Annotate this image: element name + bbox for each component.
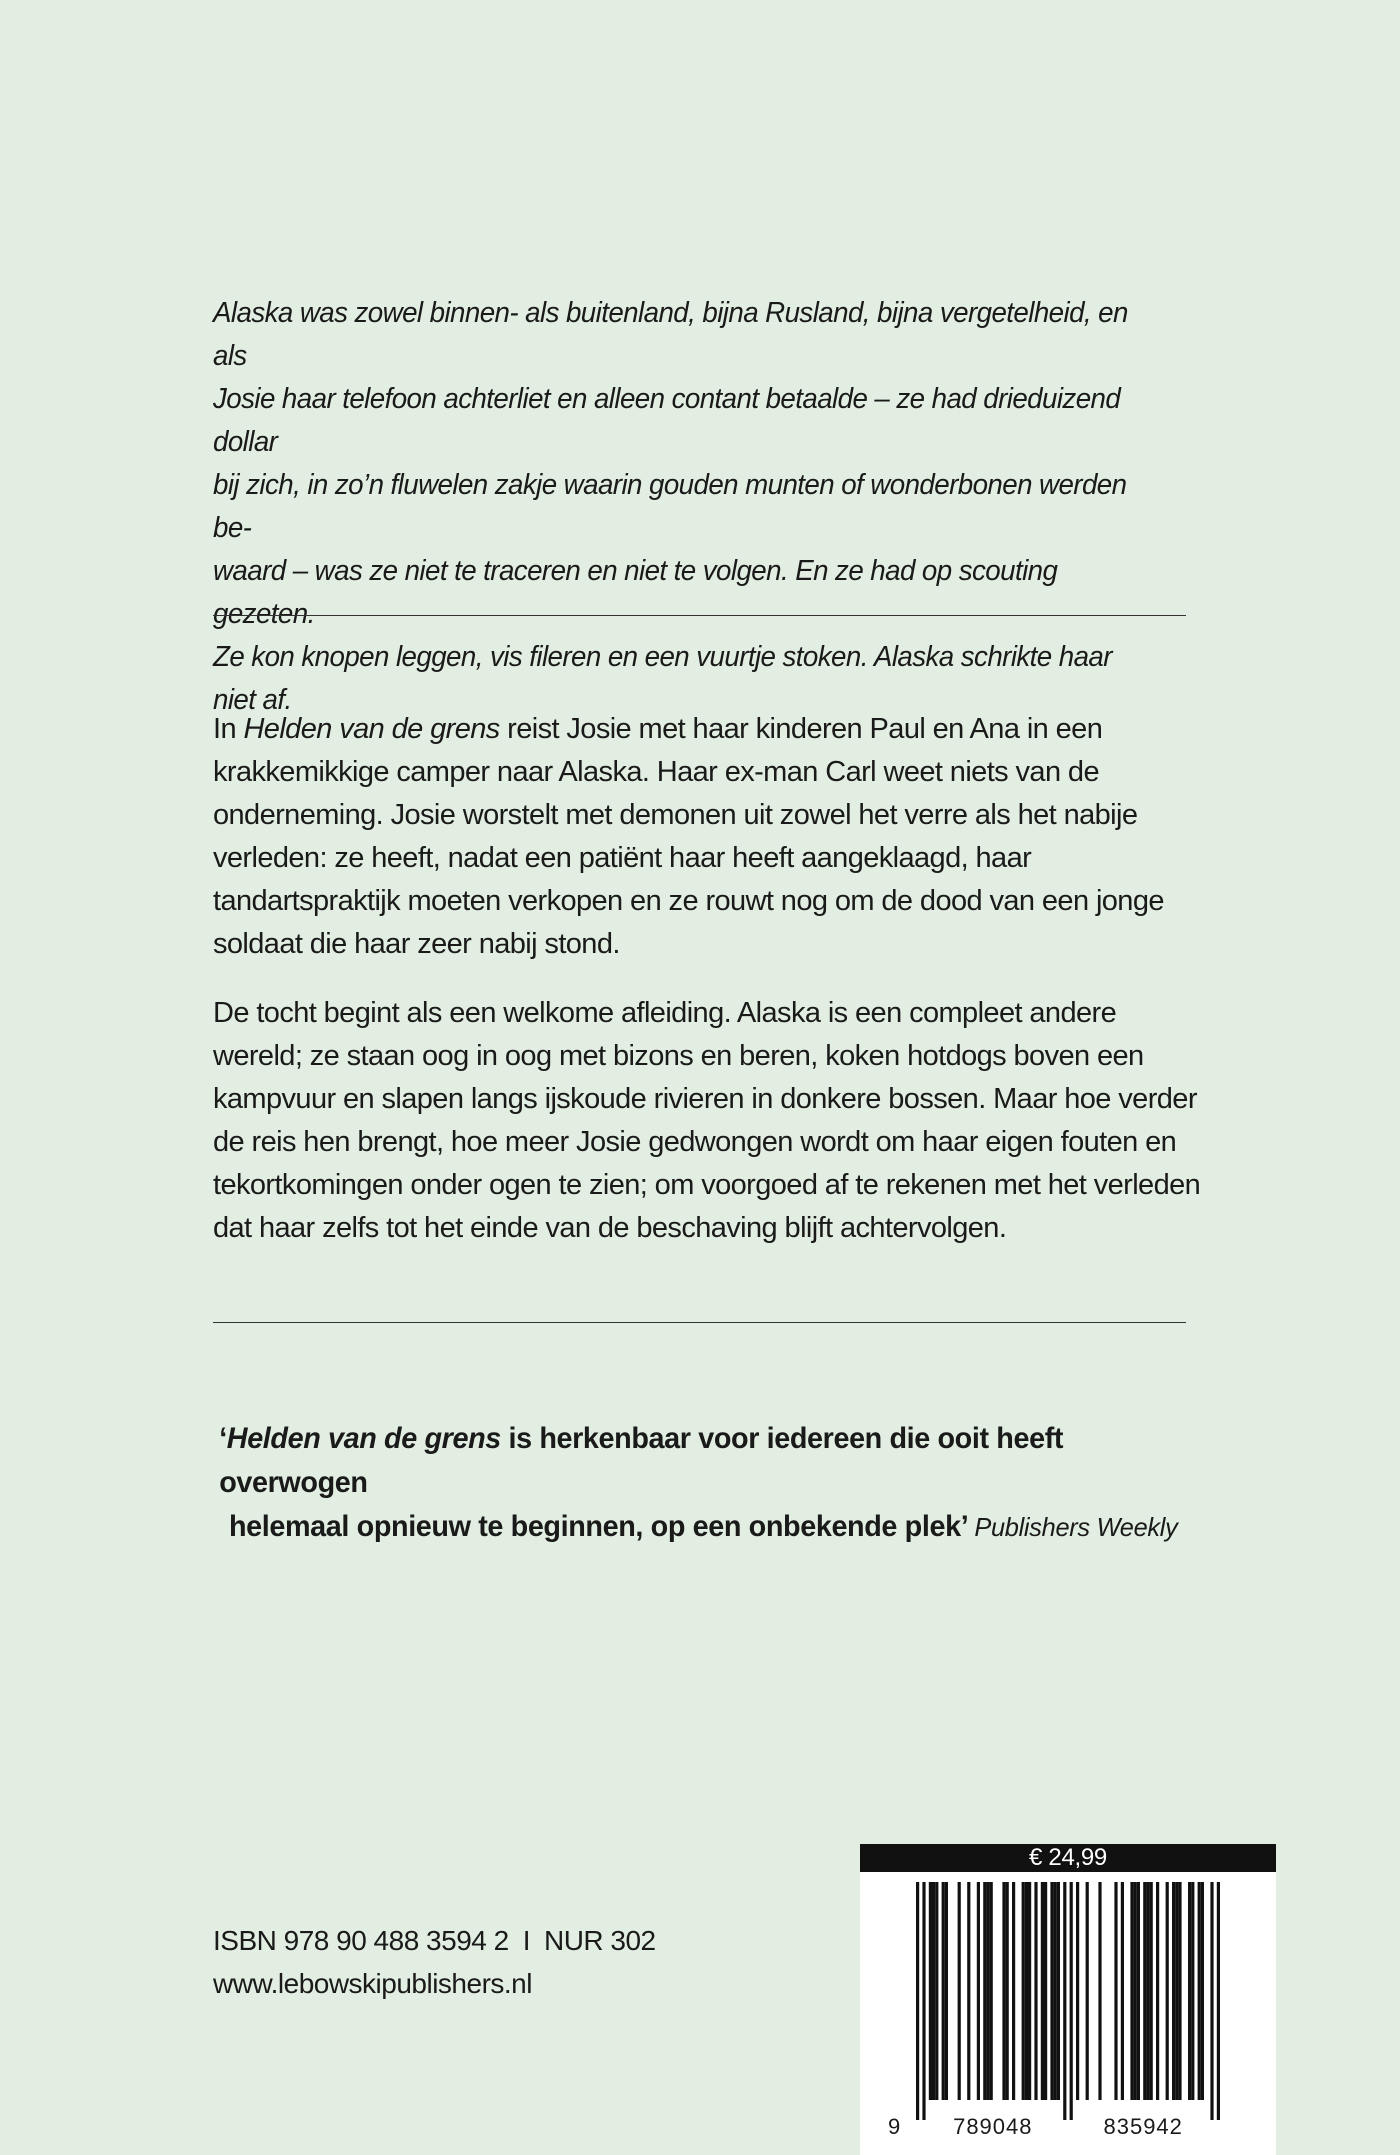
barcode-bar bbox=[1022, 1882, 1025, 2100]
barcode-bar bbox=[1028, 1882, 1031, 2100]
barcode-bar bbox=[1134, 1882, 1137, 2100]
nur-code: NUR 302 bbox=[543, 1925, 656, 1956]
barcode-digit: 9 bbox=[888, 2114, 901, 2139]
barcode-bar bbox=[1143, 1882, 1146, 2100]
barcode-digits-right: 835942 bbox=[1103, 2114, 1183, 2139]
barcode-bar bbox=[1070, 1882, 1073, 2120]
barcode-bar bbox=[1050, 1882, 1053, 2100]
barcode-bar bbox=[1201, 1882, 1204, 2100]
barcode-bar bbox=[1210, 1882, 1213, 2120]
barcode-bar bbox=[1041, 1882, 1044, 2100]
barcode-bar bbox=[1217, 1882, 1220, 2120]
barcode-bar bbox=[1191, 1882, 1194, 2100]
excerpt-line: bij zich, in zo’n fluwelen zakje waarin gouden munten of wonderbonen werden be- bbox=[213, 469, 1127, 544]
excerpt-line: Josie haar telefoon achterliet en alleen contant betaalde – ze had drieduizend dollar bbox=[213, 383, 1121, 458]
barcode-bar bbox=[1146, 1882, 1149, 2100]
quote-text: is herkenbaar voor iedereen die ooit heeft overwogen bbox=[219, 1422, 1064, 1499]
barcode-bar bbox=[1057, 1882, 1060, 2100]
synopsis-book-title: Helden van de grens bbox=[243, 713, 500, 745]
barcode-bar bbox=[942, 1882, 945, 2100]
synopsis-intro: In bbox=[213, 713, 244, 745]
barcode-bar bbox=[986, 1882, 989, 2100]
excerpt-line: Ze kon knopen leggen, vis fileren en een vuurtje stoken. Alaska schrikte haar niet af. bbox=[213, 641, 1112, 716]
barcode-bar bbox=[1044, 1882, 1047, 2100]
barcode-bar bbox=[1034, 1882, 1037, 2100]
barcode-bar bbox=[945, 1882, 948, 2100]
barcode-label bbox=[860, 1844, 1276, 2155]
barcode bbox=[860, 1872, 1276, 2155]
synopsis-paragraph-1 bbox=[213, 708, 1203, 966]
price-tag: € 24,99 bbox=[860, 1844, 1276, 1872]
quote-source: Publishers Weekly bbox=[974, 1512, 1178, 1542]
barcode-bar bbox=[1178, 1882, 1181, 2100]
quote-book-title: Helden van de grens bbox=[226, 1422, 501, 1455]
barcode-bar bbox=[1198, 1882, 1201, 2100]
barcode-digits-left: 789048 bbox=[953, 2114, 1033, 2139]
excerpt-line: Alaska was zowel binnen- als buitenland, bijna Rusland, bijna vergetelheid, en als bbox=[213, 297, 1128, 372]
barcode-bar bbox=[1114, 1882, 1117, 2100]
barcode-bar bbox=[1166, 1882, 1169, 2100]
review-quote bbox=[219, 1417, 1195, 1549]
quote-line-2 bbox=[219, 1505, 1195, 1549]
quote-text: helemaal opnieuw te beginnen, op een onbekende plek bbox=[228, 1510, 961, 1543]
barcode-bar bbox=[977, 1882, 980, 2100]
barcode-bar bbox=[958, 1882, 961, 2100]
quote-line-1 bbox=[219, 1417, 1195, 1505]
barcode-bar bbox=[983, 1882, 986, 2100]
barcode-bar bbox=[929, 1882, 932, 2100]
excerpt-line: waard – was ze niet te traceren en niet te volgen. En ze had op scouting gezeten. bbox=[213, 555, 1058, 630]
book-excerpt bbox=[213, 292, 1159, 722]
barcode-bar bbox=[1137, 1882, 1140, 2100]
barcode-bar bbox=[1121, 1882, 1124, 2100]
barcode-bar bbox=[1172, 1882, 1175, 2100]
barcode-bar bbox=[935, 1882, 938, 2100]
isbn-line bbox=[213, 1919, 656, 1962]
divider-line bbox=[213, 1322, 1186, 1323]
barcode-bar bbox=[1188, 1882, 1191, 2100]
barcode-bar bbox=[1012, 1882, 1015, 2100]
quote-close-mark: ’ bbox=[960, 1510, 967, 1543]
divider-line bbox=[213, 615, 1186, 616]
barcode-bar bbox=[1054, 1882, 1057, 2100]
barcode-bar bbox=[967, 1882, 970, 2100]
barcode-bar bbox=[922, 1882, 925, 2120]
barcode-bars bbox=[916, 1882, 1220, 2120]
barcode-bar bbox=[1130, 1882, 1133, 2100]
barcode-bar bbox=[990, 1882, 993, 2100]
quote-open-mark: ‘ bbox=[219, 1422, 227, 1455]
synopsis-text: reist Josie met haar kinderen Paul en Ana in een krakkemikkige camper naar Alaska. Haar ex-man Carl weet niets van de onderneming. Josie worstelt met demonen uit zowel het verre als het nabije verleden: ze heeft, nadat een patiënt haar heeft aangeklaagd, haar tandartspraktijk moeten verkopen en ze rouwt nog om de dood van een jonge soldaat die haar zeer nabij stond. bbox=[213, 713, 1164, 960]
publisher-website: www.lebowskipublishers.nl bbox=[213, 1968, 532, 1999]
book-synopsis bbox=[213, 708, 1203, 1276]
barcode-bar bbox=[1098, 1882, 1101, 2100]
barcode-bar bbox=[1076, 1882, 1079, 2100]
barcode-bar bbox=[916, 1882, 919, 2120]
barcode-bar bbox=[1086, 1882, 1089, 2100]
barcode-bar bbox=[1002, 1882, 1005, 2100]
barcode-bar bbox=[932, 1882, 935, 2100]
barcode-bar bbox=[1150, 1882, 1153, 2100]
barcode-bar bbox=[1063, 1882, 1066, 2120]
barcode-bar bbox=[1025, 1882, 1028, 2100]
publication-info bbox=[213, 1919, 656, 2005]
barcode-bar bbox=[1175, 1882, 1178, 2100]
isbn: ISBN 978 90 488 3594 2 bbox=[213, 1925, 509, 1956]
synopsis-paragraph-2: De tocht begint als een welkome afleiding. Alaska is een compleet andere wereld; ze staan oog in oog met bizons en beren, koken hotdogs boven een kampvuur en slapen langs ijskoude rivieren in donkere bossen. Maar hoe verder de reis hen brengt, hoe meer Josie gedwongen wordt om haar eigen fouten en tekortkomingen onder ogen te zien; om voorgoed af te rekenen met het verleden dat haar zelfs tot het einde van de beschaving blijft achtervolgen. bbox=[213, 997, 1201, 1244]
barcode-bar bbox=[1006, 1882, 1009, 2100]
barcode-bar bbox=[1156, 1882, 1159, 2100]
separator: I bbox=[522, 1925, 530, 1956]
